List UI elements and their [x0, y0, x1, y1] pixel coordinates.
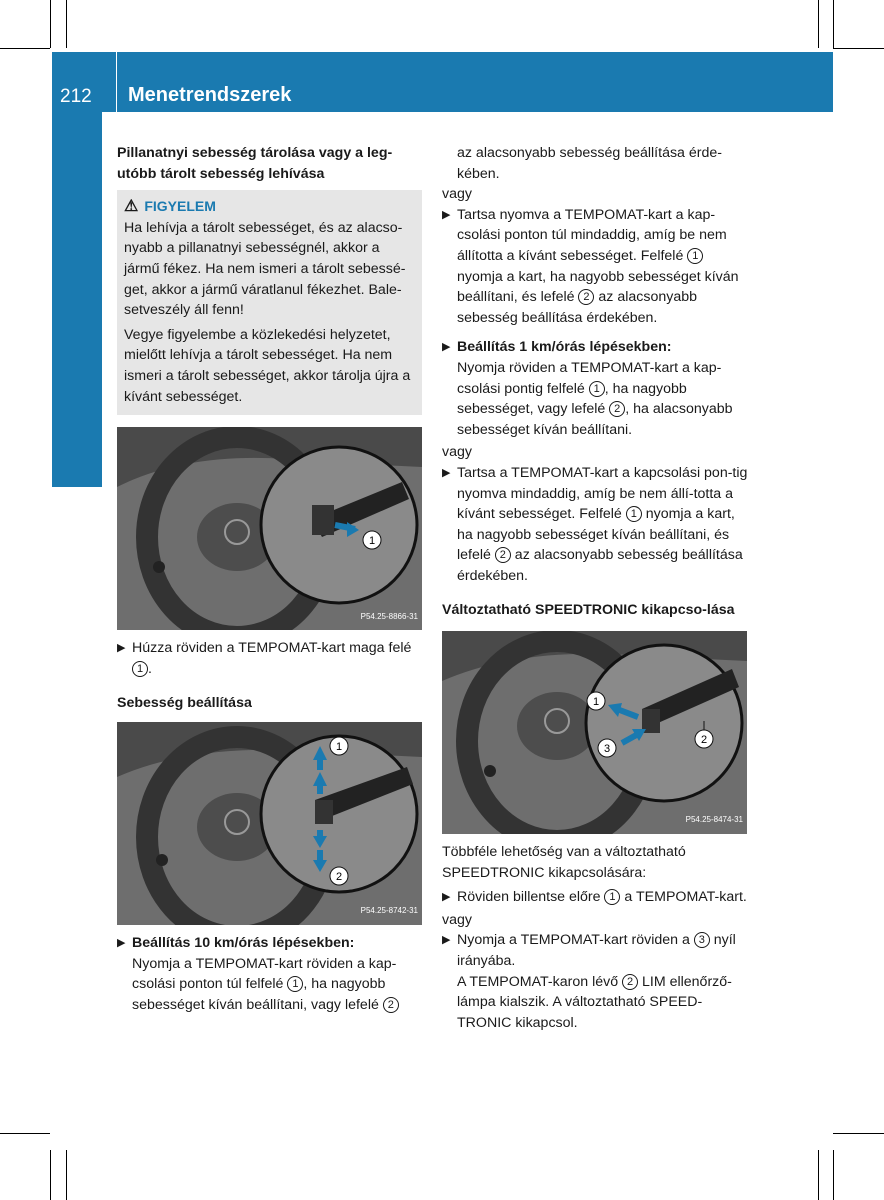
steering-wheel-illustration [117, 722, 422, 925]
marker-2: 2 [495, 547, 511, 563]
page-title: Menetrendszerek [128, 84, 292, 106]
figure-code: P54.25-8866-31 [360, 611, 418, 621]
marker-2: 2 [335, 870, 343, 883]
continued-text: az alacsonyabb sebesség beállítása érde-kében. [457, 145, 723, 182]
warning-title-text: FIGYELEM [144, 198, 216, 215]
figure-lever-cancel [442, 631, 747, 834]
crop-mark [833, 48, 884, 49]
section-heading: Sebesség beállítása [117, 695, 252, 712]
marker-2: 2 [383, 997, 399, 1013]
bullet-triangle-icon: ▶ [117, 936, 126, 949]
warning-box [117, 190, 422, 415]
page-number: 212 [60, 86, 92, 107]
marker-1: 1 [592, 696, 600, 709]
marker-2: 2 [578, 289, 594, 305]
warning-title [124, 196, 414, 218]
bullet-triangle-icon: ▶ [442, 341, 451, 354]
bullet-triangle-icon: ▶ [442, 208, 451, 221]
instruction-bullet: ▶ Tartsa nyomva a TEMPOMAT-kart a kap-csolási ponton túl mindaddig, amíg be nem állította a kívánt sebességet. Felfelé 1 nyomja a kart, ha nagyobb sebességet kíván beállítani, és lefelé 2 az alacsonyabb sebesség beállítása érdekében. [442, 206, 739, 326]
section-tab-label-wrap [52, 112, 102, 442]
figure-code: P54.25-8474-31 [685, 815, 743, 825]
instruction-bullet: ▶ Beállítás 10 km/órás lépésekben: Nyomja a TEMPOMAT-kart röviden a kap-csolási ponton túl felfelé 1 , ha nagyobb sebességet kíván beállítani, vagy lefelé 2 [117, 933, 422, 1015]
marker-1: 1 [589, 381, 605, 397]
crop-mark [833, 0, 834, 48]
marker-3: 3 [603, 743, 611, 756]
intro-paragraph: Többféle lehetőség van a változtatható SPEEDTRONIC kikapcsolására: [442, 844, 686, 881]
bullet-triangle-icon: ▶ [442, 466, 451, 479]
warning-paragraph: Ha lehívja a tárolt sebességet, és az alacso-nyabb a pillanatnyi sebességnél, akkor a jármű fékez. Ha nem ismeri a tárolt sebessé-get, akkor a jármű váratlanul fékezhet. Bale-setveszély áll fenn! [124, 219, 406, 319]
marker-1: 1 [335, 740, 343, 753]
marker-2: 2 [700, 734, 708, 747]
marker-3: 3 [694, 932, 710, 948]
figure-lever-pull [117, 427, 422, 630]
marker-1: 1 [687, 248, 703, 264]
instruction-bullet: ▶ Húzza röviden a TEMPOMAT-kart maga felé 1 . [117, 640, 412, 677]
warning-triangle-icon: ⚠ [124, 198, 139, 216]
steering-wheel-illustration [117, 427, 422, 630]
marker-2: 2 [622, 974, 638, 990]
instruction-bullet: ▶ Röviden billentse előre 1 a TEMPOMAT-kart. [442, 887, 748, 908]
instruction-bullet: ▶ Nyomja a TEMPOMAT-kart röviden a 3 nyíl irányába. A TEMPOMAT-karon lévő 2 LIM ellenőrző-lámpa kialszik. A változtatható SPEED-TRONIC kikapcsol. [442, 932, 736, 1031]
figure-lever-updown [117, 722, 422, 925]
crop-mark [833, 1150, 834, 1200]
figure-code: P54.25-8742-31 [360, 906, 418, 916]
right-column [442, 143, 748, 1033]
crop-mark [0, 1133, 50, 1134]
crop-mark [833, 1133, 884, 1134]
bullet-triangle-icon: ▶ [442, 934, 451, 947]
bullet-triangle-icon: ▶ [117, 642, 126, 655]
header-separator [116, 52, 117, 112]
section-heading: Változtatható SPEEDTRONIC kikapcso-lása [442, 602, 735, 619]
marker-1: 1 [626, 506, 642, 522]
marker-1: 1 [604, 889, 620, 905]
instruction-bullet: ▶ Beállítás 1 km/órás lépésekben: Nyomja röviden a TEMPOMAT-kart a kap-csolási pontig felfelé 1 , ha nagyobb sebességet, vagy lefelé 2 , ha alacsonyabb sebességet kíván beállítani. [442, 339, 733, 438]
marker-1: 1 [132, 661, 148, 677]
crop-mark [818, 0, 819, 48]
crop-mark [818, 1150, 819, 1200]
crop-mark [66, 1150, 67, 1200]
or-text: vagy [442, 911, 472, 928]
or-text: vagy [442, 444, 472, 461]
marker-2: 2 [609, 401, 625, 417]
instruction-bullet: ▶ Tartsa a TEMPOMAT-kart a kapcsolási pon-tig nyomva mindaddig, amíg be nem állí-totta a kívánt sebességet. Felfelé 1 nyomja a kart, ha nagyobb sebességet kíván beállítani, és lefelé 2 az alacsonyabb sebesség beállítása érdekében. [442, 464, 748, 584]
crop-mark [50, 0, 51, 48]
section-heading: Pillanatnyi sebesség tárolása vagy a leg-utóbb tárolt sebesség lehívása [117, 145, 393, 182]
warning-paragraph: Vegye figyelembe a közlekedési helyzetet, mielőtt lehívja a tárolt sebességet. Ha nem ismeri a tárolt sebességet, akkor tárolja újra a kívánt sebességet. [124, 326, 411, 405]
crop-mark [0, 48, 50, 49]
steering-wheel-illustration [442, 631, 747, 834]
crop-mark [50, 1150, 51, 1200]
crop-mark [66, 0, 67, 48]
bullet-triangle-icon: ▶ [442, 891, 451, 904]
marker-1: 1 [368, 535, 376, 548]
or-text: vagy [442, 186, 472, 203]
marker-1: 1 [287, 976, 303, 992]
left-column [117, 143, 422, 1015]
